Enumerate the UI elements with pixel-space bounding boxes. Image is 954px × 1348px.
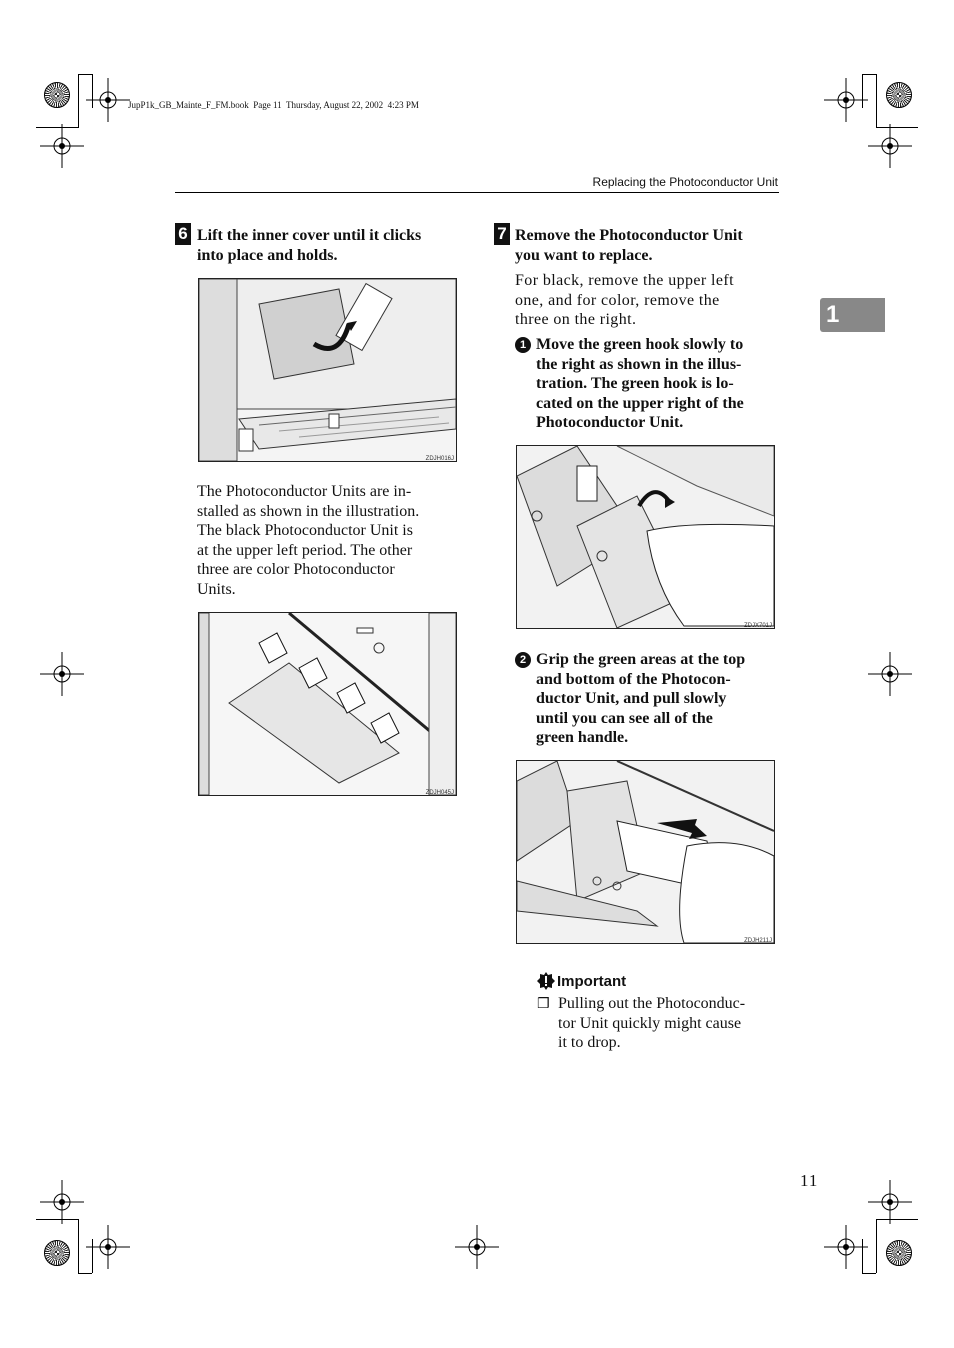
paragraph-line: three on the right. [515,311,637,328]
registration-target-icon [40,1180,84,1224]
paragraph-line: The black Photoconductor Unit is [197,522,413,539]
color-registration-rosette [886,82,912,108]
substep-line: cated on the upper right of the [536,394,744,412]
important-note [537,972,782,1053]
substep-line: ductor Unit, and pull slowly [536,690,727,707]
registration-target-icon [868,1180,912,1224]
substep-line: tration. The green hook is lo- [536,375,734,392]
important-label: Important [557,972,627,990]
paragraph-line: at the upper left period. The other [197,541,413,559]
checkbox-bullet: ❒ [537,995,550,1011]
step6-heading-line: into place and holds. [197,246,338,264]
substep-line: green handle. [536,729,629,746]
figure-code: ZDJH016J [425,456,454,462]
paragraph-line: three are color Photoconductor [197,561,395,578]
step6-paragraph [197,482,460,599]
substep-line: Move the green hook slowly to [536,336,744,353]
green-hook-drawing [517,446,774,628]
note-line: Pulling out the Photoconduc- [558,995,746,1012]
step6-heading [175,226,465,265]
chapter-number: 1 [826,301,840,328]
file-stamp: JupP1k_GB_Mainte_F_FM.book Page 11 Thursday, August 22, 2002 4:23 PM [128,100,419,110]
step7-heading [494,226,784,265]
substep-marker: 2 [515,652,531,668]
substep-1 [515,335,779,433]
substep-line: Photoconductor Unit. [536,414,684,431]
figure-code: ZDJH211J [744,938,772,944]
color-registration-rosette [44,1240,70,1266]
step6-heading-line: Lift the inner cover until it clicks [197,227,422,244]
figure-code: ZDJX701J [743,623,772,629]
step7-heading-line: Remove the Photoconductor Unit [515,227,743,244]
step-number-badge: 7 [494,223,510,245]
paragraph-line: stalled as shown in the illustration. [197,502,420,520]
substep-line: until you can see all of the [536,709,713,727]
substep-line: the right as shown in the illus- [536,355,742,373]
substep-line: Grip the green areas at the top [536,651,746,668]
note-line: it to drop. [558,1034,621,1051]
note-line: tor Unit quickly might cause [558,1014,742,1032]
step7-intro [515,271,779,330]
pull-unit-drawing [517,761,774,943]
important-icon [537,972,555,990]
registration-target-icon [824,1225,868,1269]
color-registration-rosette [886,1240,912,1266]
step-number-badge: 6 [175,223,191,245]
photoconductor-units-drawing [199,613,456,795]
registration-target-icon [40,652,84,696]
substep-line: and bottom of the Photocon- [536,670,731,688]
registration-target-icon [40,124,84,168]
registration-target-icon [455,1225,499,1269]
color-registration-rosette [44,82,70,108]
printer-inner-cover-drawing [199,279,456,461]
page-number: 11 [800,1171,819,1190]
registration-target-icon [86,1225,130,1269]
header-rule [175,192,779,193]
paragraph-line: The Photoconductor Units are in- [197,483,412,500]
illustration-green-hook [516,445,775,629]
substep-2 [515,650,779,748]
illustration-photoconductor-units [198,612,457,796]
registration-target-icon [868,652,912,696]
running-header: Replacing the Photoconductor Unit [592,175,778,189]
illustration-inner-cover [198,278,457,462]
registration-target-icon [86,78,130,122]
substep-marker: 1 [515,337,531,353]
registration-target-icon [868,124,912,168]
chapter-tab [820,298,885,332]
illustration-pull-unit [516,760,775,944]
paragraph-line: For black, remove the upper left [515,272,734,289]
figure-code: ZDJH045J [425,790,454,796]
paragraph-line: one, and for color, remove the [515,291,720,309]
registration-target-icon [824,78,868,122]
step7-heading-line: you want to replace. [515,246,653,264]
paragraph-line: Units. [197,580,236,598]
